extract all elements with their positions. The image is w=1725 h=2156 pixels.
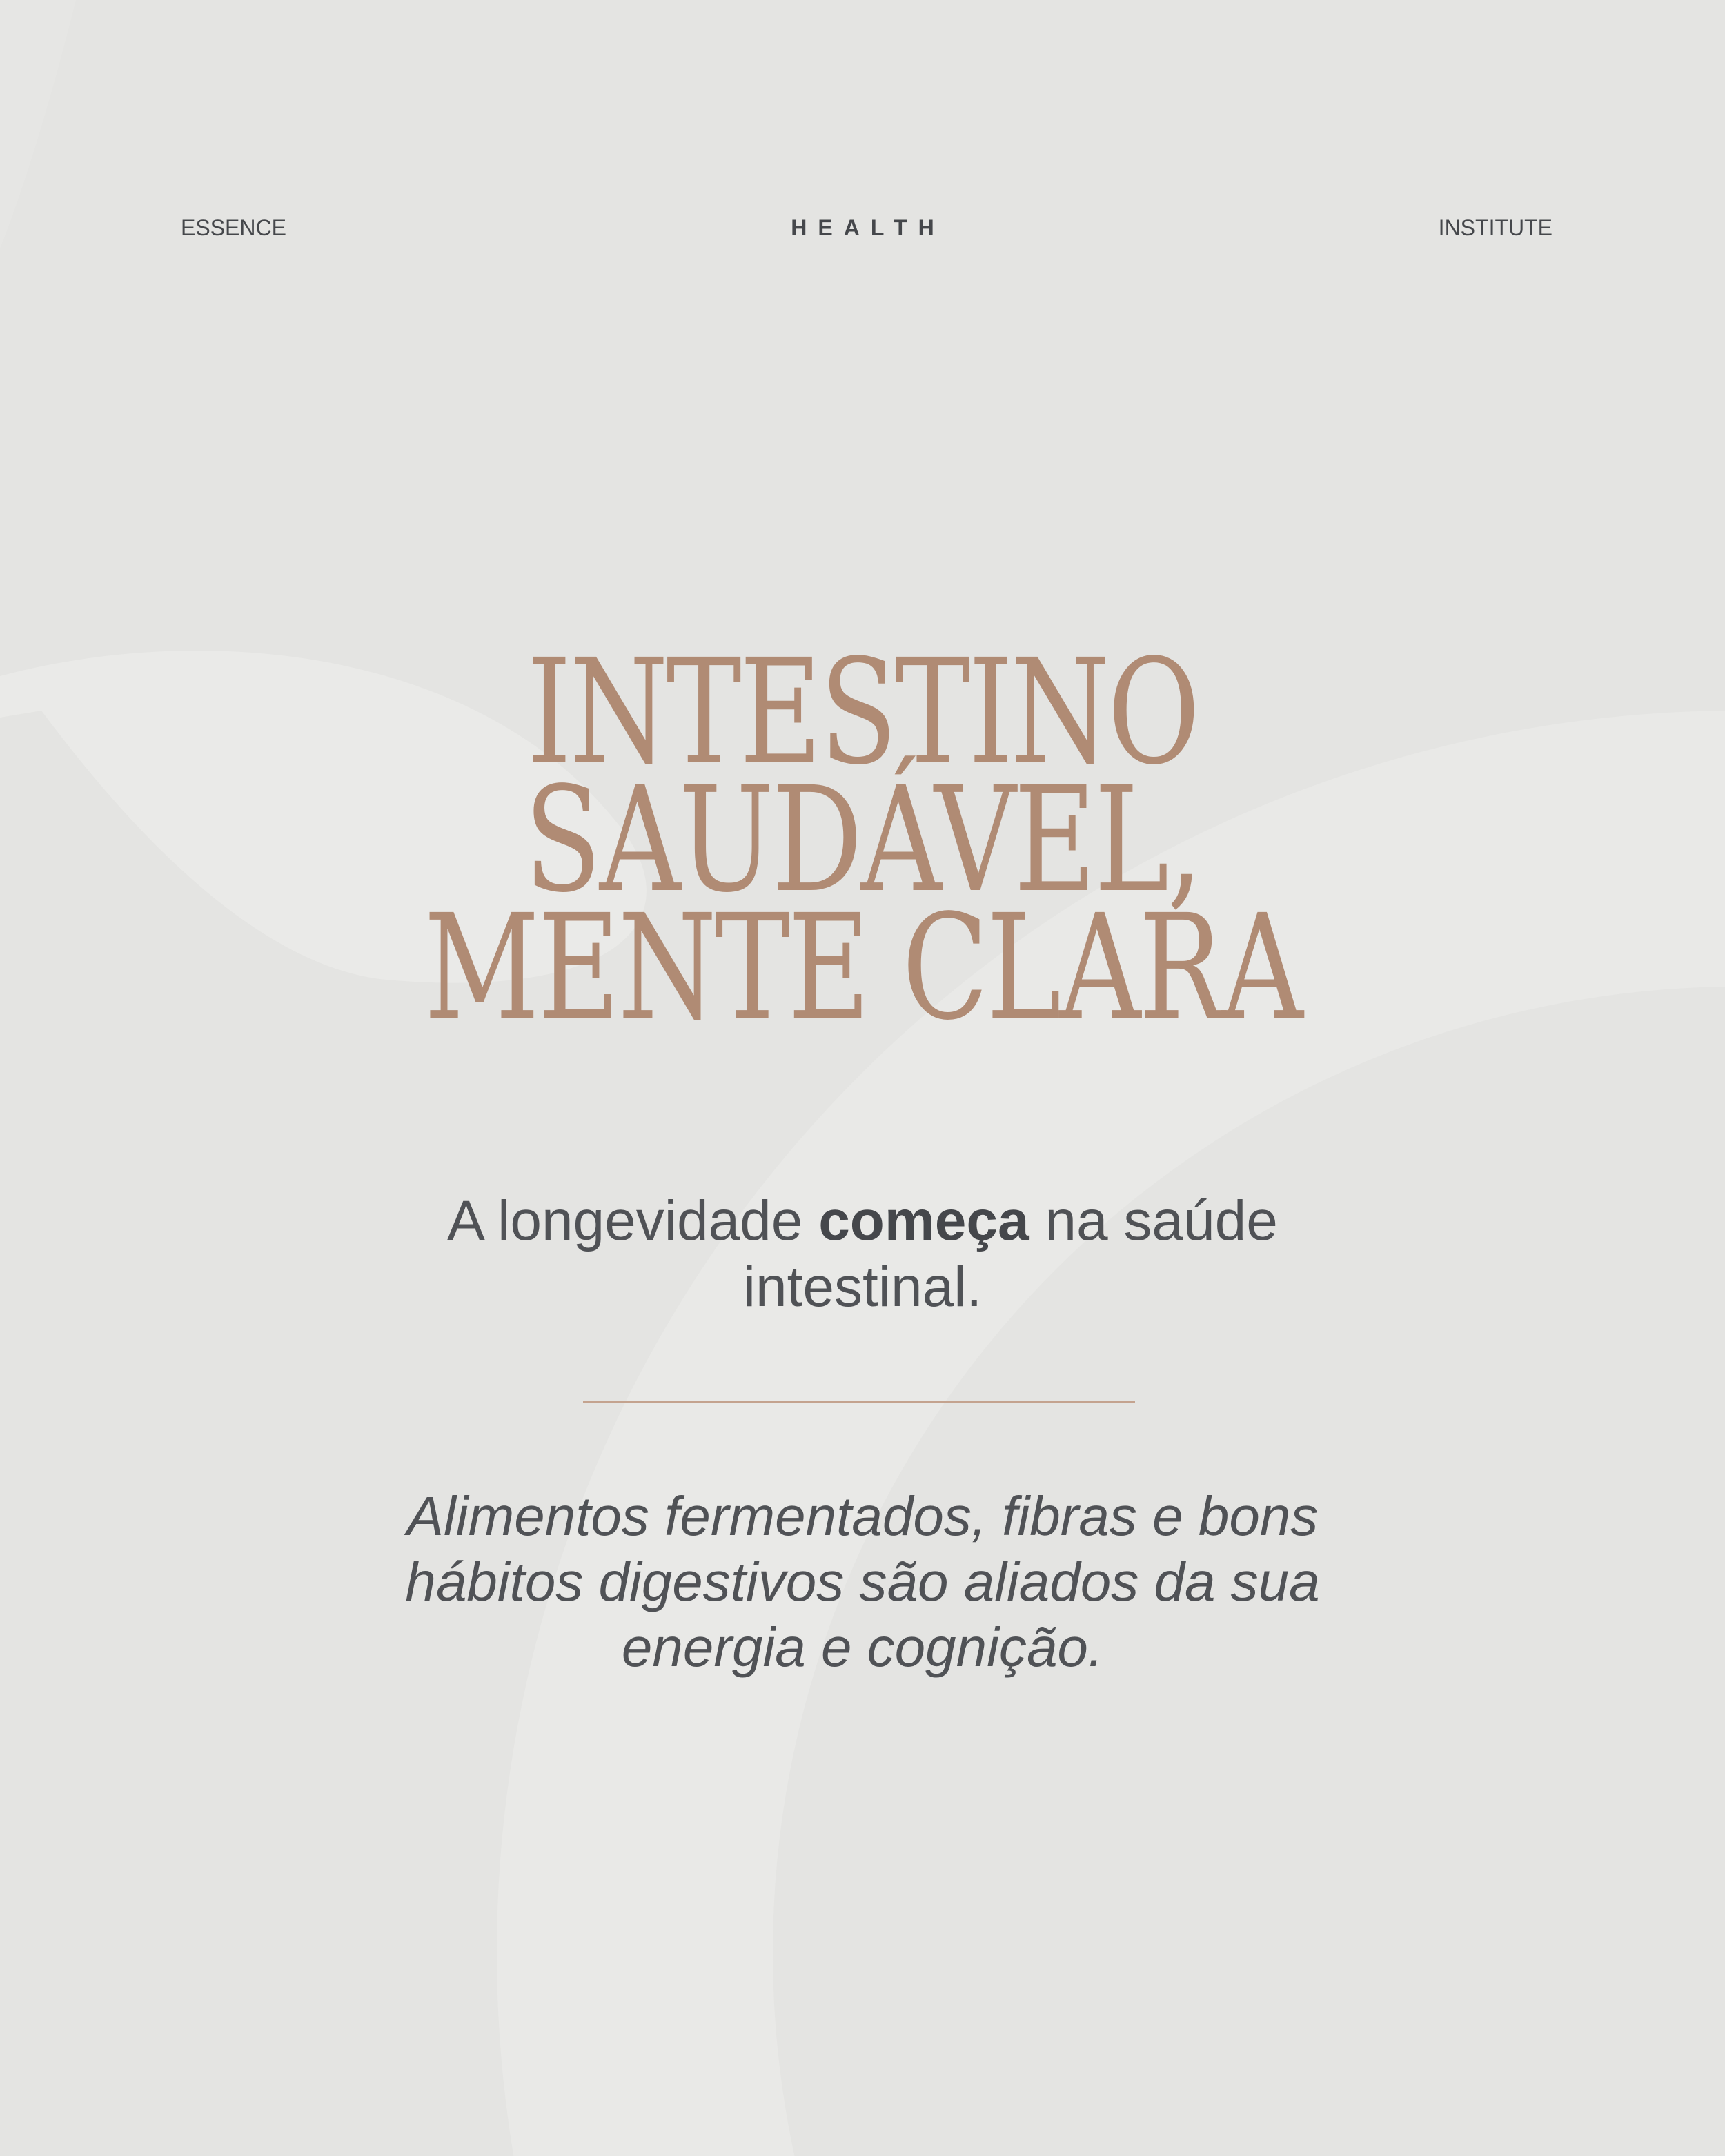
body-text: Alimentos fermentados, fibras e bons hábitos digestivos são aliados da sua energia e cognição. — [405, 1485, 1320, 1678]
brand-health: HEALTH — [791, 215, 945, 240]
divider — [583, 1401, 1135, 1403]
title-line-2: SAUDÁVEL, — [524, 755, 1201, 924]
brand-institute: INSTITUTE — [1438, 215, 1552, 240]
subtitle — [379, 1188, 1346, 1321]
subtitle-before: A longevidade — [447, 1189, 819, 1252]
background-wave-top — [0, 0, 76, 248]
title-line-1: INTESTINO — [526, 628, 1199, 797]
brand-essence: ESSENCE — [181, 215, 286, 240]
subtitle-after: na saúde intestinal. — [742, 1189, 1278, 1318]
title-line-3: MENTE CLARA — [424, 883, 1301, 1052]
page-title — [190, 628, 1535, 1052]
subtitle-emphasis: começa — [818, 1189, 1029, 1252]
